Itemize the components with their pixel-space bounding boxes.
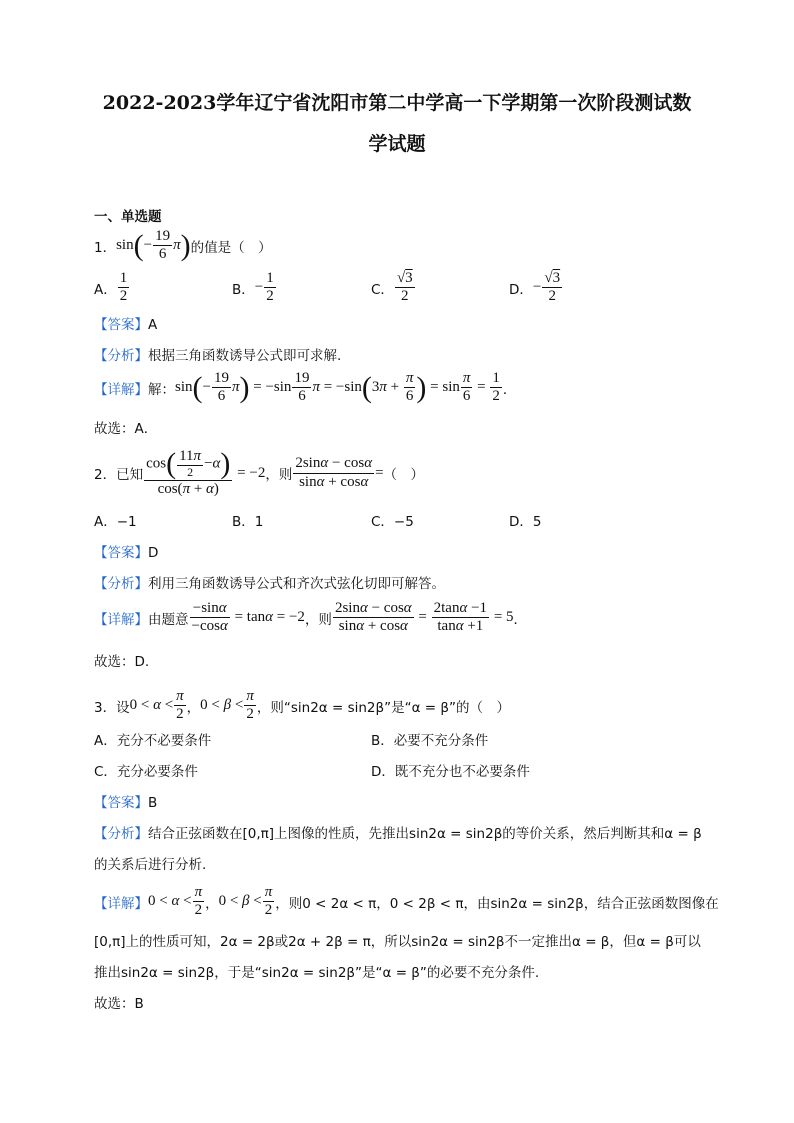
analysis-label: 【分析】	[94, 576, 148, 592]
q3-stem: 3．设 0 < α < $\frac{\pi}{2}$ ， 0 < β < $\frac{\pi}{2}$ ，则“sin2α = sin2β”是“α = β”的（ ）	[94, 688, 511, 723]
q2-number: 2．已知	[94, 467, 144, 484]
analysis-label: 【分析】	[94, 826, 148, 842]
q1-answer	[94, 313, 157, 333]
q1-option-a: A． $\frac{1}{2}$	[94, 270, 128, 305]
q3-analysis-line-1	[94, 822, 702, 842]
q3-answer	[94, 791, 157, 811]
q2-answer	[94, 541, 158, 561]
q1-answer-value: A	[148, 317, 158, 333]
q2-analysis-text: 利用三角函数诱导公式和齐次式弦化切即可解答。	[148, 576, 445, 592]
q3-answer-value: B	[148, 795, 158, 811]
detail-label: 【详解】	[94, 611, 148, 628]
q3-stem-text: ，则“sin2α = sin2β”是“α = β”的（ ）	[256, 699, 511, 716]
q1-detail: 【详解】 解： sin ( − $\frac{19}{6}$ π ) = −sin $\frac{19}{6}$ π = −sin ( 3 π + $\frac{\pi}{6}$ ) = sin $\frac{\pi}{6}$ = $\frac{1}{2}$ ．	[94, 370, 517, 405]
q2-analysis	[94, 572, 445, 592]
q2-option-d: D．5	[509, 514, 542, 530]
q2-target-fraction: $\frac{2\sin\alpha - \cos\alpha}{\sin\alpha + \cos\alpha}$	[295, 455, 373, 490]
q3-detail-line-3: 推出sin2α = sin2β，于是“sin2α = sin2β”是“α = β”的必要不充分条件.	[94, 965, 540, 981]
q2-end-text: （ ）	[383, 467, 425, 484]
q2-option-c: C．−5	[371, 514, 414, 530]
section-heading: 一、单选题	[94, 209, 162, 225]
q1-analysis	[94, 344, 341, 364]
q1-stem: 1． sin ( − $\frac{19}{6}$ π ) 的值是（ ）	[94, 228, 272, 263]
analysis-label: 【分析】	[94, 348, 148, 364]
q2-detail-mid: ，则	[304, 611, 332, 628]
q3-option-b: B．必要不充分条件	[371, 733, 489, 749]
q2-conclusion: 故选：D.	[94, 654, 150, 670]
q3-option-d: D．既不充分也不必要条件	[371, 764, 530, 780]
q1-option-c: C． $\frac{√3}{2}$	[371, 270, 413, 305]
q3-conclusion: 故选：B	[94, 996, 144, 1012]
q2-stem: 2．已知 cos( $\frac{11\pi}{2}$ −α) cos(π + α) = −2 ，则 $\frac{2\sin\alpha - \cos\alpha}{\sin\alpha + \cos\alpha}$ = （ ）	[94, 447, 425, 498]
answer-label: 【答案】	[94, 795, 148, 811]
q1-stem-suffix: 的值是（ ）	[190, 239, 272, 256]
q1-number: 1．	[94, 239, 117, 256]
q3-detail-text-1: ，则0 < 2α < π，0 < 2β < π，由sin2α = sin2β，结合正弦函数图像在	[275, 895, 719, 912]
page-title-line-1: 2022-2023学年辽宁省沈阳市第二中学高一下学期第一次阶段测试数	[102, 92, 692, 114]
q1-option-d-label: D．	[509, 281, 533, 298]
page-title-line-2: 学试题	[368, 133, 426, 155]
q2-answer-value: D	[148, 545, 159, 561]
q1-option-a-label: A．	[94, 281, 117, 298]
q1-analysis-text: 根据三角函数诱导公式即可求解.	[148, 348, 342, 364]
q3-number: 3．设	[94, 699, 130, 716]
q2-detail: 【详解】 由题意 $\frac{-\sin\alpha}{-\cos\alpha}$ = tanα = −2 ，则 $\frac{2\sin\alpha - \cos\alpha}{\sin\alpha + \cos\alpha}$ = $\frac{2\tan\alpha -1}{\tan\alpha +1}$ = 5 ．	[94, 600, 528, 635]
q3-option-a: A．充分不必要条件	[94, 733, 212, 749]
q2-option-a: A．−1	[94, 514, 137, 530]
q3-option-c: C．充分必要条件	[94, 764, 198, 780]
answer-label: 【答案】	[94, 545, 148, 561]
q1-detail-prefix: 解：	[148, 381, 175, 398]
q3-detail-line-1: 【详解】 0 < α < $\frac{\pi}{2}$ ， 0 < β < $\frac{\pi}{2}$ ，则0 < 2α < π，0 < 2β < π，由sin2α = sin2β，结合正弦函数图像在	[94, 884, 719, 919]
q3-analysis-text-1: 结合正弦函数在[0,π]上图像的性质，先推出sin2α = sin2β的等价关系，然后判断其和α = β	[148, 826, 702, 842]
q1-option-c-label: C．	[371, 281, 394, 298]
q1-fraction: $\frac{19}{6}$	[155, 228, 171, 263]
q2-given-fraction: cos( $\frac{11\pi}{2}$ −α) cos(π + α)	[146, 447, 231, 498]
detail-label: 【详解】	[94, 381, 148, 398]
q3-detail-line-2: [0,π]上的性质可知，2α = 2β或2α + 2β = π，所以sin2α = sin2β不一定推出α = β，但α = β可以	[94, 934, 701, 950]
q1-option-d: D． − $\frac{√3}{2}$	[509, 270, 561, 305]
q2-detail-prefix: 由题意	[148, 611, 189, 628]
detail-label: 【详解】	[94, 895, 148, 912]
answer-label: 【答案】	[94, 317, 148, 333]
q1-conclusion: 故选：A．	[94, 421, 158, 437]
q3-analysis-line-2: 的关系后进行分析.	[94, 857, 207, 873]
q1-expression: sin	[116, 237, 134, 254]
q2-option-b: B．1	[232, 514, 264, 530]
q1-option-b-label: B．	[232, 281, 255, 298]
q1-option-b: B． − $\frac{1}{2}$	[232, 270, 274, 305]
q2-mid-text: ，则	[265, 467, 293, 484]
